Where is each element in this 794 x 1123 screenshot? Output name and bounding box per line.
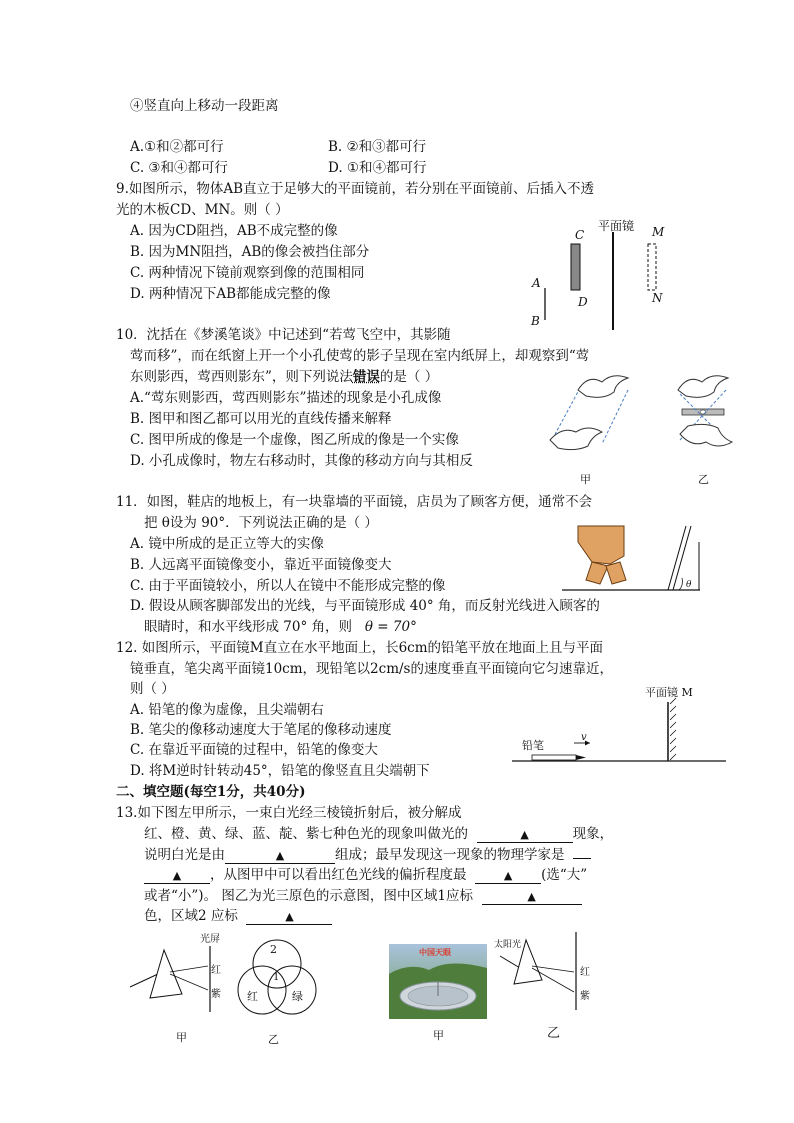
q11-option-d-line1: D. 假设从顾客脚部发出的光线，与平面镜形成 40° 角，而反射光线进入顾客的	[130, 598, 600, 614]
sunlight-label: 太阳光	[494, 940, 522, 950]
q13-violet-label: 紫	[211, 989, 221, 1000]
q11-option-d-line2	[144, 618, 417, 636]
q9-option-c: C. 两种情况下镜前观察到像的范围相同	[130, 265, 365, 281]
q13-line5	[144, 887, 582, 905]
q13-line4-b: (选“大”	[541, 867, 588, 883]
q9-option-a: A. 因为CD阻挡，AB不成完整的像	[130, 223, 338, 239]
sunlight-violet-label: 紫	[580, 991, 590, 1002]
q13-red-label: 红	[211, 965, 221, 976]
q12-option-c: C. 在靠近平面镜的过程中，铅笔的像变大	[130, 742, 378, 758]
q12-stem-line3: 则（ ）	[130, 681, 175, 697]
q12-option-a: A. 铅笔的像为虚像，且尖端朝右	[130, 702, 324, 718]
q9-label-b: B	[531, 314, 540, 328]
q9-option-b: B. 因为MN阻挡，AB的像会被挡住部分	[130, 244, 370, 260]
q13-venn-region-1: 1	[273, 972, 280, 983]
q12-option-b: B. 笔尖的像移动速度大于笔尾的像移动速度	[130, 722, 392, 738]
q10-stem-line3	[130, 368, 438, 386]
q8-option-a: A.①和②都可行	[130, 139, 224, 155]
q12-velocity-label: v	[581, 732, 587, 743]
q10-option-d: D. 小孔成像时，物左右移动时，其像的移动方向与其相反	[130, 453, 473, 469]
q9-mirror-label: 平面镜	[598, 219, 635, 233]
q10-pinhole-figure	[540, 368, 740, 468]
q12-option-d: D. 将M逆时针转动45°，铅笔的像竖直且尖端朝下	[130, 763, 430, 779]
q13-blank-2[interactable]: ▲	[225, 849, 335, 864]
q11-stem-line2: 把 θ设为 90°．下列说法正确的是（ ）	[144, 515, 378, 531]
q11-option-d-line2-a: 眼睛时，和水平线形成 70° 角，则	[144, 619, 353, 635]
photo-caption-jia: 甲	[433, 1029, 444, 1042]
q13-line3	[144, 846, 591, 864]
q13-line2-b: 现象，	[572, 826, 614, 842]
q13-line3-b: 组成；最早发现这一现象的物理学家是	[335, 847, 565, 863]
q13-prism-figure	[128, 932, 228, 1022]
sunlight-caption-yi: 乙	[547, 1026, 561, 1041]
q11-option-a: A. 镜中所成的是正立等大的实像	[130, 536, 324, 552]
q10-option-a: A.“莺东则影西，莺西则影东”描述的现象是小孔成像	[130, 390, 442, 406]
q13-line1: 13.如下图左甲所示，一束白光经三棱镜折射后，被分解成	[116, 805, 462, 821]
q11-option-c: C. 由于平面镜较小，所以人在镜中不能形成完整的像	[130, 578, 446, 594]
q9-stem-line2: 光的木板CD、MN。则（ ）	[116, 202, 289, 218]
q9-label-n: N	[652, 291, 663, 305]
q10-caption-jia: 甲	[580, 473, 591, 486]
q13-blank-4[interactable]: ▲	[475, 869, 541, 884]
q13-caption-yi: 乙	[268, 1033, 279, 1046]
q13-blank-1[interactable]: ▲	[477, 828, 573, 843]
q12-mirror-label: 平面镜 M	[645, 686, 693, 699]
q9-label-c: C	[575, 228, 585, 242]
section-2-title: 二、填空题(每空1分，共40分)	[116, 784, 306, 800]
q12-stem-line2: 镜垂直，笔尖离平面镜10cm，现铅笔以2cm/s的速度垂直平面镜向它匀速靠近，	[130, 661, 613, 677]
q13-blank-3-start[interactable]	[573, 858, 591, 859]
q11-option-b: B. 人远离平面镜像变小，靠近平面镜像变大	[130, 557, 392, 573]
q13-line2	[144, 825, 613, 843]
q13-blank-6[interactable]: ▲	[246, 910, 332, 925]
q9-option-d: D. 两种情况下AB都能成完整的像	[130, 286, 331, 302]
q8-option-c: C. ③和④都可行	[130, 160, 229, 176]
q13-venn-green: 绿	[292, 990, 303, 1003]
sunlight-red-label: 红	[580, 967, 590, 978]
q10-stem-line1: 10．沈括在《梦溪笔谈》中记述到“若莺飞空中，其影随	[116, 327, 451, 343]
q8-item-4: ④竖直向上移动一段距离	[130, 98, 279, 114]
q10-option-b: B. 图甲和图乙都可以用光的直线传播来解释	[130, 411, 392, 427]
q11-stem-line1: 11．如图，鞋店的地板上，有一块靠墙的平面镜，店员为了顾客方便，通常不会	[116, 494, 593, 510]
q13-line3-a: 说明白光是由	[144, 847, 225, 863]
q13-caption-jia: 甲	[176, 1031, 187, 1044]
q13-line4	[144, 866, 587, 884]
q12-stem-line1: 12. 如图所示，平面镜M直立在水平地面上，长6cm的铅笔平放在地面上且与平面	[116, 640, 604, 656]
q13-venn-region-2: 2	[270, 943, 277, 956]
q8-option-b: B. ②和③都可行	[328, 139, 427, 155]
q13-blank-3[interactable]: ▲	[144, 869, 210, 884]
q10-stem-line3-c: 的是（ ）	[379, 369, 439, 385]
q13-line6	[144, 907, 332, 925]
q13-screen-label: 光屏	[200, 934, 220, 945]
q9-label-d: D	[578, 295, 588, 309]
q11-theta-value: θ = 70°	[364, 619, 417, 635]
q9-stem-line1: 9.如图所示，物体AB直立于足够大的平面镜前，若分别在平面镜前、后插入不透	[116, 181, 595, 197]
q9-label-a: A	[532, 276, 541, 290]
q13-blank-5[interactable]: ▲	[482, 890, 582, 905]
q13-line4-a: ，从图甲中可以看出红色光线的偏折程度最	[210, 867, 467, 883]
q10-caption-yi: 乙	[698, 473, 709, 486]
q10-stem-line3-a: 东则影西，莺西则影东”，则下列说法	[130, 369, 353, 385]
q13-venn-red: 红	[247, 990, 258, 1003]
q10-stem-line2: 莺而移”，而在纸窗上开一个小孔使莺的影子呈现在室内纸屏上，却观察到“莺	[130, 348, 590, 364]
q12-pencil-figure	[512, 694, 728, 766]
q10-option-c: C. 图甲所成的像是一个虚像，图乙所成的像是一个实像	[130, 432, 459, 448]
q13-line2-a: 红、橙、黄、绿、蓝、靛、紫七种色光的现象叫做光的	[144, 826, 468, 842]
q10-stem-emphasis: 错误	[352, 369, 380, 385]
telescope-photo-label: 中国天眼	[419, 947, 451, 957]
q13-line5-a: 或者“小”)。 图乙为光三原色的示意图，图中区域1应标	[144, 888, 473, 904]
q11-theta-label: θ	[686, 580, 692, 590]
q13-line6-a: 色，区域2 应标	[144, 908, 238, 924]
q8-option-d: D. ①和④都可行	[328, 160, 427, 176]
q9-label-m: M	[652, 225, 665, 239]
q12-pencil-label: 铅笔	[522, 739, 544, 752]
